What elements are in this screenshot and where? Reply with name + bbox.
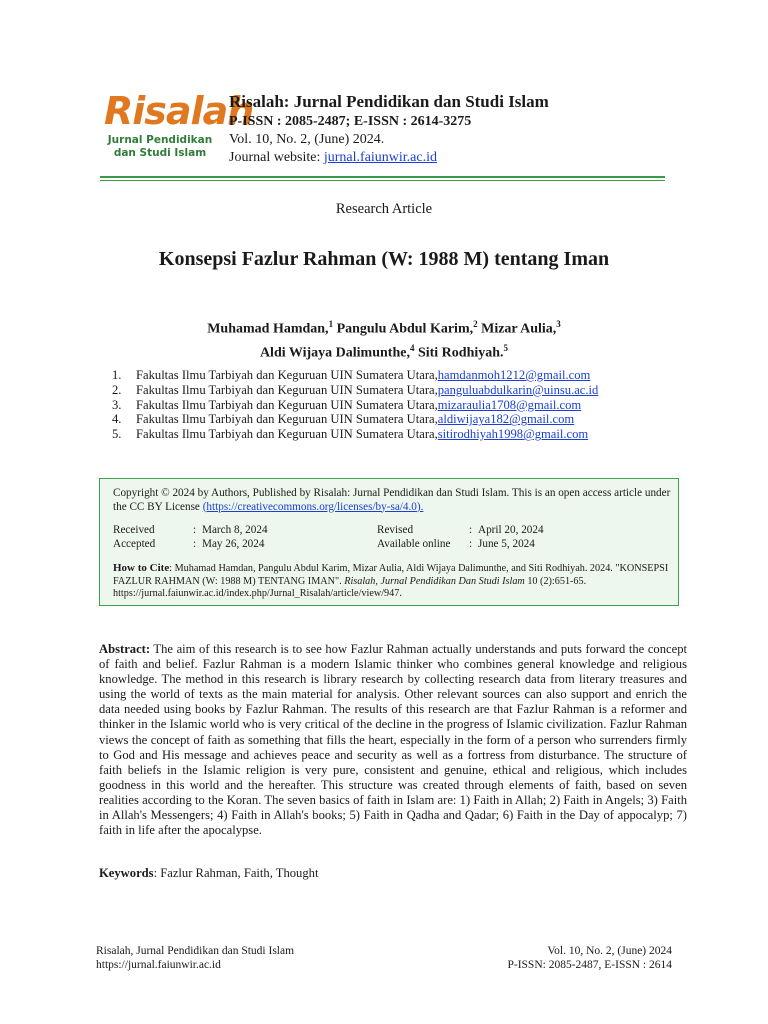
article-type: Research Article — [335, 201, 433, 217]
journal-website: Journal website: jurnal.faiunwir.ac.id — [229, 150, 438, 165]
email-link[interactable]: panguluabdulkarin@uinsu.ac.id — [437, 382, 599, 397]
footer-right: Vol. 10, No. 2, (June) 2024 P-ISSN: 2085-2487, E-ISSN : 2614 — [507, 945, 672, 971]
author-name: Pangulu Abdul Karim, — [333, 321, 474, 337]
author-sup: 5 — [503, 342, 509, 353]
website-link[interactable]: jurnal.faiunwir.ac.id — [323, 150, 438, 165]
journal-header — [229, 91, 689, 167]
affiliation-list — [112, 368, 692, 442]
footer-left: Risalah, Jurnal Pendidikan dan Studi Islam https://jurnal.faiunwir.ac.id — [96, 945, 295, 971]
email-link[interactable]: sitirodhiyah1998@gmail.com — [437, 427, 589, 442]
journal-issn: P-ISSN : 2085-2487; E-ISSN : 2614-3275 — [229, 114, 472, 129]
revised-label: Revised — [377, 524, 414, 536]
keywords — [99, 866, 687, 881]
copyright-box — [99, 478, 679, 606]
author-name: Mizar Aulia, — [477, 321, 557, 337]
accepted-label: Accepted — [113, 538, 156, 550]
list-item: 1. Fakultas Ilmu Tarbiyah dan Keguruan UIN Sumatera Utara, hamdanmoh1212@gmail.com — [112, 368, 591, 382]
revised-date: April 20, 2024 — [478, 524, 544, 536]
author-name: Siti Rodhiyah. — [414, 345, 504, 361]
author-name: Muhamad Hamdan, — [207, 321, 329, 337]
keywords-label: Keywords — [99, 866, 154, 880]
abstract-label: Abstract: — [99, 642, 151, 656]
paper-title: Konsepsi Fazlur Rahman (W: 1988 M) tentang Iman — [158, 248, 610, 270]
online-date: June 5, 2024 — [478, 538, 535, 550]
email-link[interactable]: hamdanmoh1212@gmail.com — [437, 368, 591, 382]
header-divider-thin — [100, 180, 665, 181]
email-link[interactable]: aldiwijaya182@gmail.com — [437, 412, 575, 427]
journal-logo — [104, 88, 254, 168]
journal-volume: Vol. 10, No. 2, (June) 2024. — [229, 132, 385, 147]
keywords-text: : Fazlur Rahman, Faith, Thought — [153, 866, 319, 880]
header-divider — [100, 176, 665, 178]
author-sup: 1 — [328, 319, 334, 329]
author-name: Aldi Wijaya Dalimunthe, — [259, 345, 410, 361]
how-to-cite: How to Cite: Muhamad Hamdan, Pangulu Abdul Karim, Mizar Aulia, Aldi Wijaya Dalimunthe, and Siti Rodhiyah. 2024. "KONSEPSI FAZLUR RAHMAN (W: 1988 M) TENTANG IMAN". Risalah, Jurnal Pendidikan Dan Studi Islam 10 (2):651-65. https://jurnal.faiunwir.ac.id/index.php/Jurnal_Risalah/article/view/947. — [113, 562, 669, 600]
author-sup: 2 — [473, 319, 478, 329]
author-list — [0, 315, 768, 362]
license-link[interactable]: (https://creativecommons.org/licenses/by-sa/4.0). — [202, 500, 424, 513]
logo-wordmark: Risalah — [104, 89, 254, 133]
online-label: Available online — [377, 538, 451, 550]
list-item: 2. Fakultas Ilmu Tarbiyah dan Keguruan UIN Sumatera Utara, panguluabdulkarin@uinsu.ac.id — [112, 382, 599, 397]
accepted-date: May 26, 2024 — [202, 538, 265, 550]
received-date: March 8, 2024 — [202, 524, 268, 536]
list-item: 5. Fakultas Ilmu Tarbiyah dan Keguruan UIN Sumatera Utara, sitirodhiyah1998@gmail.com — [112, 427, 589, 442]
copyright-notice: Copyright © 2024 by Authors, Published by Risalah: Jurnal Pendidikan dan Studi Islam. This is an open access article under the CC BY License (https://creativecommons.org/licenses/by-sa/4.0). — [113, 487, 671, 513]
cite-label: How to Cite — [113, 562, 170, 574]
abstract-text: The aim of this research is to see how Fazlur Rahman actually understands and puts forward the concept of faith and belief. Fazlur Rahman is a modern Islamic thinker who combines general knowledge and religious knowledge. The method in this research is library research by collecting research data from literary treasures and using the world of texts as the main material for analysis. Other relevant sources can also support and enrich the data needed using books by Fazlur Rahman. The results of this research are that Fazlur Rahman is a reformer and thinker in the Islamic world who is very critical of the decline in the progress of Islamic civilization. Fazlur Rahman views the concept of faith as something that fills the heart, especially in the form of a person who surrenders firmly to God and His message and achieves peace and security as well as a fortress from disturbance. The structure of faith beliefs in the Islamic religion is very pure, consistent and genuine, ethical and religious, which includes goodness in this world and the hereafter. This structure was created through elements of faith, based on seven realities according to the Koran. The seven basics of faith in Islam are: 1) Faith in Allah; 2) Faith in Angels; 3) Faith in Allah's Messengers; 4) Faith in Allah's books; 5) Faith in Qadha and Qadar; 6) Faith in the Day of appocalyp; 7) faith in life after the apocalypse. — [99, 642, 687, 838]
author-sup: 4 — [409, 342, 415, 353]
list-item: 4. Fakultas Ilmu Tarbiyah dan Keguruan UIN Sumatera Utara, aldiwijaya182@gmail.com — [112, 412, 575, 427]
received-label: Received — [113, 524, 155, 536]
article-dates: Received : March 8, 2024 Revised : April 20, 2024 Accepted : May 26, 2024 Available online : June 5, 2024 — [113, 524, 544, 550]
list-item: 3. Fakultas Ilmu Tarbiyah dan Keguruan UIN Sumatera Utara, mizaraulia1708@gmail.com — [112, 397, 582, 412]
email-link[interactable]: mizaraulia1708@gmail.com — [437, 397, 582, 412]
logo-subtitle: Jurnal Pendidikan dan Studi Islam — [107, 134, 213, 159]
journal-title: Risalah: Jurnal Pendidikan dan Studi Islam — [229, 92, 549, 111]
author-sup: 3 — [556, 319, 561, 329]
abstract — [99, 642, 687, 838]
